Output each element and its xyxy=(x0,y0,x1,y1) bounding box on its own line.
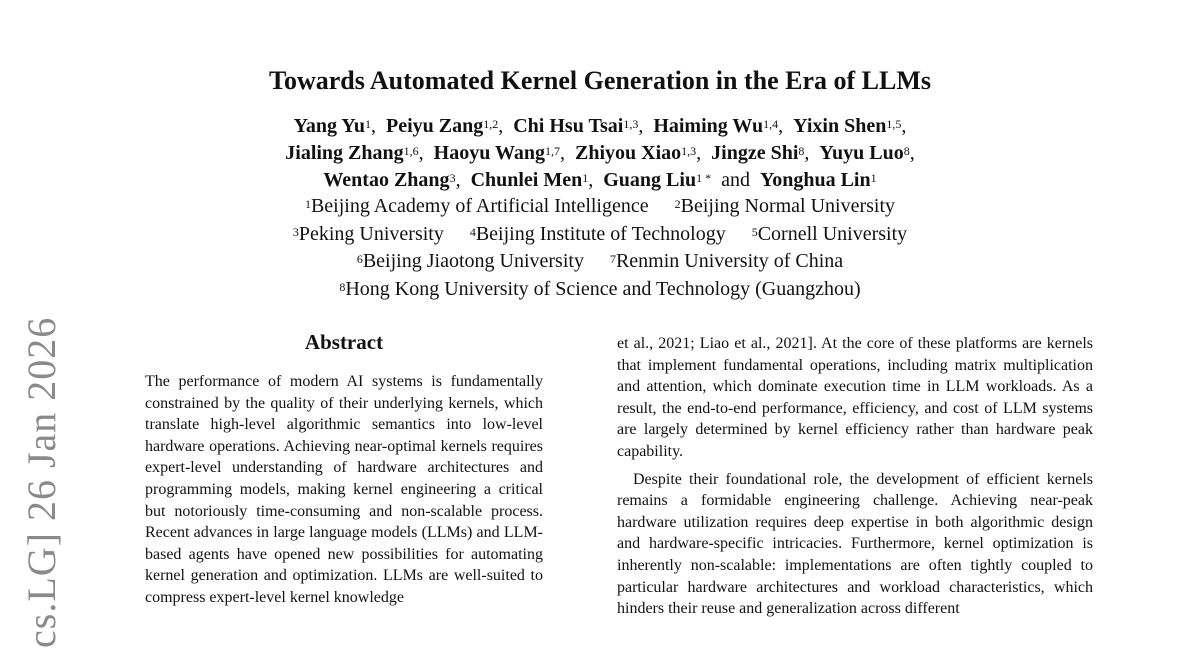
author-name: Yang Yu xyxy=(293,115,365,137)
author-list: Yang Yu$^1$, Peiyu Zang$^{1,2}$, Chi Hsu Tsai$^{1,3}$, Haiming Wu$^{1,4}$, Yixin Shen$^{1,5}$, Jialing Zhang$^{1,6}$, Haoyu Wang$^{1,7}$, Zhiyou Xiao$^{1,3}$, Jingze Shi$^8$, Yuyu Luo$^8$, Wentao Zhang$^3$, Chunlei Men$^1$, Guang Liu$^{1 *}$ and Yonghua Lin$^1$ xyxy=(285,115,915,191)
author-name: Zhiyou Xiao xyxy=(575,142,682,164)
abstract-column xyxy=(145,371,543,609)
author-name: Yixin Shen xyxy=(793,115,887,137)
author-affil-mark: 1 * xyxy=(696,171,712,185)
affiliation-name: Beijing Academy of Artificial Intelligence xyxy=(310,195,649,217)
author-affil-mark: 1 xyxy=(364,117,371,131)
author-affil-mark: 1,5 xyxy=(886,117,902,131)
affil-mark: 3 xyxy=(292,224,299,239)
affil-mark: 4 xyxy=(469,224,476,239)
author-name: Haoyu Wang xyxy=(433,142,545,164)
author-name: Guang Liu xyxy=(603,169,697,191)
author-affil-mark: 1 xyxy=(870,171,877,185)
author-affil-mark: 1,7 xyxy=(545,144,560,158)
affiliation-name: Renmin University of China xyxy=(615,250,844,272)
intro-paragraph: Despite their foundational role, the development of efficient kernels remains a formidable engineering challenge. Achieving near-peak hardware utilization requires deep expertise in both algorithmic design and hardware-specific intricacies. Furthermore, kernel optimization is inherently non-scalable: implementations are often tightly coupled to particular hardware architectures and workload characteristics, which hinders their reuse and generalization across different xyxy=(617,470,1093,618)
affil-mark: 2 xyxy=(674,197,681,211)
and-conjunction: and xyxy=(721,169,750,191)
author-affil-mark: 3 xyxy=(449,171,456,185)
author-affil-mark: 1,3 xyxy=(623,117,639,131)
author-affil-mark: 8 xyxy=(798,144,805,158)
author-affil-mark: 8 xyxy=(903,144,910,158)
author-name: Yuyu Luo xyxy=(819,142,904,164)
author-affil-mark: 1,3 xyxy=(681,144,697,158)
abstract-paragraph: The performance of modern AI systems is fundamentally constrained by the quality of their underlying kernels, which translate high-level algorithmic semantics into low-level hardware operations. Achieving near-optimal kernels requires expert-level understanding of hardware architectures and programming models, making kernel engineering a critical but notoriously time-consuming and non-scalable process. Recent advances in large language models (LLMs) and LLM-based agents have opened new possibilities for automating kernel generation and optimization. LLMs are well-suited to compress expert-level kernel knowledge xyxy=(145,373,543,606)
affil-mark: 7 xyxy=(609,252,616,266)
author-name: Chunlei Men xyxy=(470,169,583,191)
affiliation-name: Beijing Institute of Technology xyxy=(475,222,726,245)
arxiv-identifier: cs.LG] 26 Jan 2026 xyxy=(19,316,64,648)
affil-mark: 6 xyxy=(356,252,363,266)
author-name: Haiming Wu xyxy=(653,115,764,137)
author-name: Chi Hsu Tsai xyxy=(513,115,624,137)
author-name: Jingze Shi xyxy=(711,142,799,164)
introduction-column xyxy=(617,333,1093,620)
author-affil-mark: 1,4 xyxy=(763,117,779,131)
author-name: Jialing Zhang xyxy=(285,142,404,164)
affiliation-name: Peking University xyxy=(298,222,444,245)
intro-paragraph: et al., 2021; Liao et al., 2021]. At the core of these platforms are kernels that implement fundamental operations, including matrix multiplication and attention, which dominate execution time in LLM workloads. As a result, the end-to-end performance, efficiency, and cost of LLM systems are largely determined by kernel efficiency rather than hardware peak capability. xyxy=(617,335,1093,460)
affil-mark: 8 xyxy=(339,279,346,294)
affil-mark: 5 xyxy=(751,224,758,239)
author-name: Peiyu Zang xyxy=(385,115,484,137)
affil-mark: 1 xyxy=(304,197,311,211)
author-affil-mark: 1,6 xyxy=(403,144,419,158)
arxiv-identifier-margin xyxy=(19,0,76,648)
author-affil-mark: 1 xyxy=(582,171,589,185)
author-name: Yonghua Lin xyxy=(759,169,871,191)
author-affil-mark: 1,2 xyxy=(483,117,499,131)
abstract-heading: Abstract xyxy=(304,330,384,354)
paper-title: Towards Automated Kernel Generation in the Era of LLMs xyxy=(268,66,932,95)
author-name: Wentao Zhang xyxy=(323,169,450,191)
affiliation-list xyxy=(120,193,1080,303)
affiliation-name: Hong Kong University of Science and Technology (Guangzhou) xyxy=(345,277,861,300)
affiliation-name: Beijing Normal University xyxy=(680,195,896,217)
affiliation-name: Beijing Jiaotong University xyxy=(362,250,584,272)
affiliation-name: Cornell University xyxy=(757,222,908,245)
